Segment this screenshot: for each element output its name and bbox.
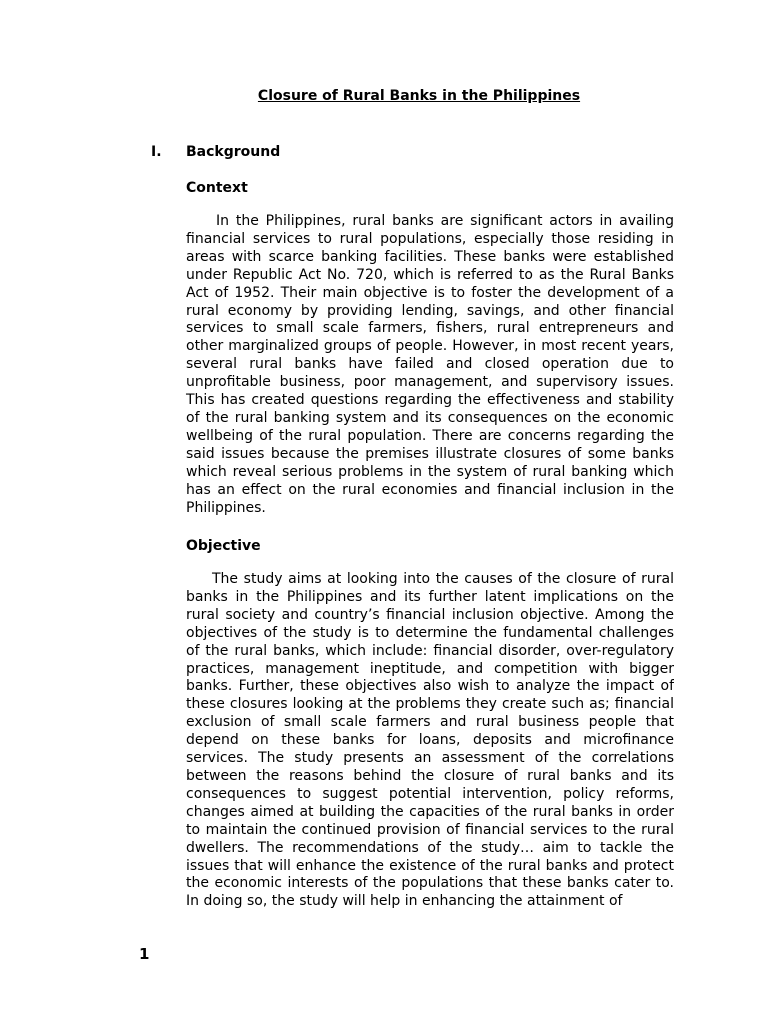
objective-paragraph: The study aims at looking into the causes of the closure of rural banks in the Philippines and its further latent implications on the rural society and country’s financial inclusion objective. Among the objectives of the study is to determine the fundamental challenges of the rural banks, which include: financial disorder, over-regulatory practices, management ineptitude, and competition with bigger banks. Further, these objectives also wish to analyze the impact of these closures looking at the problems they create such as; financial exclusion of small scale farmers and rural business people that depend on these banks for loans, deposits and microfinance services. The study presents an assessment of the correlations between the reasons behind the closure of rural banks and its consequences to suggest potential intervention, policy reforms, changes aimed at building the capacities of the rural banks in order to maintain the continued provision of financial services to the rural dwellers. The recommendations of the study… aim to tackle the issues that will enhance the existence of the rural banks and protect the economic interests of the populations that these banks cater to. In doing so, the study will help in enhancing the attainment of bbox=[186, 571, 674, 910]
document-title: Closure of Rural Banks in the Philippines bbox=[257, 88, 581, 104]
section-number: I. bbox=[151, 144, 162, 160]
section-title: Background bbox=[186, 144, 281, 160]
page-number: 1 bbox=[139, 945, 150, 963]
context-heading: Context bbox=[186, 180, 248, 196]
context-paragraph: In the Philippines, rural banks are significant actors in availing financial services to rural populations, especially those residing in areas with scarce banking facilities. These banks were established under Republic Act No. 720, which is referred to as the Rural Banks Act of 1952. Their main objective is to foster the development of a rural economy by providing lending, savings, and other financial services to small scale farmers, fishers, rural entrepreneurs and other marginalized groups of people. However, in most recent years, several rural banks have failed and closed operation due to unprofitable business, poor management, and supervisory issues. This has created questions regarding the effectiveness and stability of the rural banking system and its consequences on the economic wellbeing of the rural population. There are concerns regarding the said issues because the premises illustrate closures of some banks which reveal serious problems in the system of rural banking which has an effect on the rural economies and financial inclusion in the Philippines. bbox=[186, 213, 674, 516]
objective-heading: Objective bbox=[186, 538, 261, 554]
